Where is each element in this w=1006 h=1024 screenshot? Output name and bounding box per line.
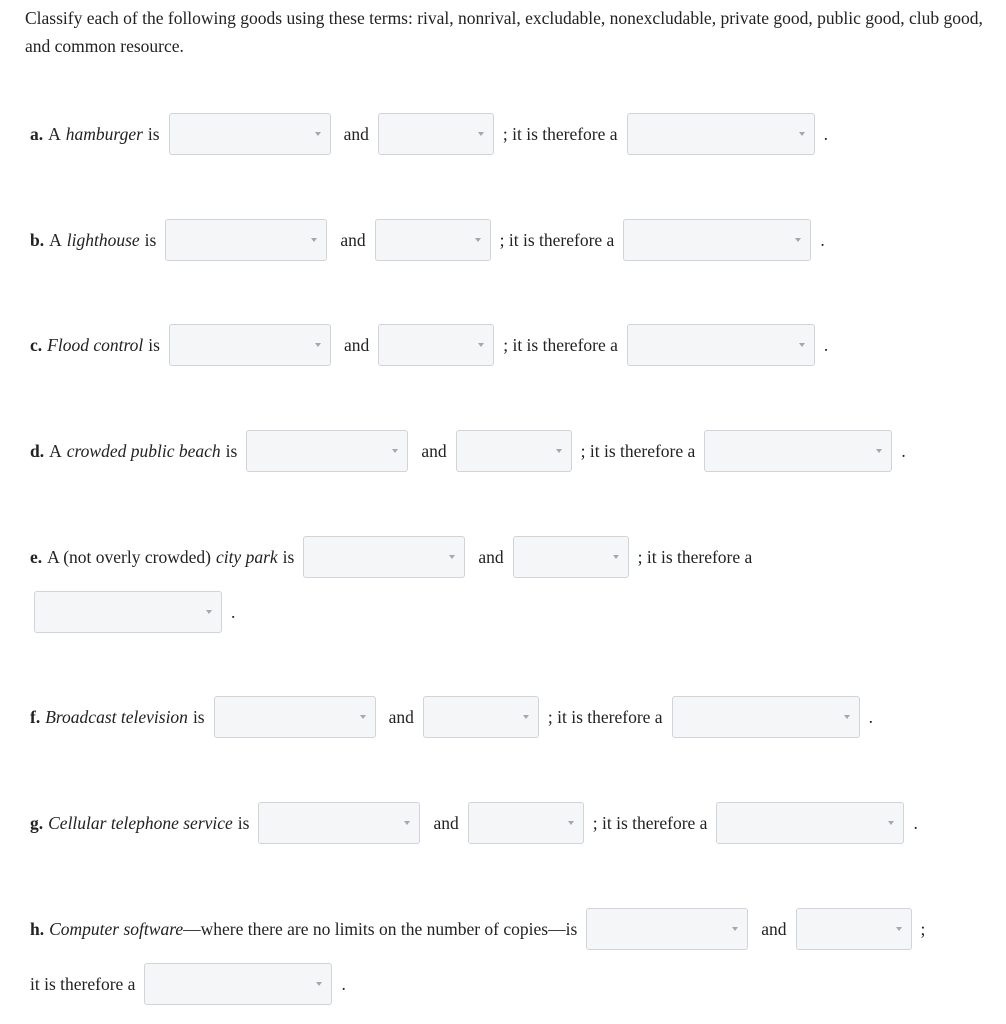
- question-prefix: A: [48, 123, 61, 144]
- rivalry-dropdown[interactable]: [586, 908, 748, 950]
- good-type-dropdown[interactable]: [672, 696, 860, 738]
- question-suffix: is: [225, 440, 238, 461]
- therefore-text: ; it is therefore a: [499, 229, 615, 250]
- chevron-down-icon: [206, 610, 212, 614]
- question-prefix: A (not overly crowded): [47, 546, 211, 567]
- chevron-down-icon: [799, 132, 805, 136]
- therefore-text: ; it is therefore a: [502, 123, 618, 144]
- excludability-dropdown[interactable]: [375, 219, 491, 261]
- and-text: and: [343, 123, 369, 144]
- chevron-down-icon: [896, 927, 902, 931]
- excludability-dropdown[interactable]: [468, 802, 584, 844]
- chevron-down-icon: [844, 715, 850, 719]
- good-type-dropdown[interactable]: [627, 113, 815, 155]
- good-type-dropdown[interactable]: [623, 219, 811, 261]
- therefore-text: it is therefore a: [30, 973, 136, 994]
- question-term: Computer software: [49, 918, 184, 939]
- question-term: crowded public beach: [66, 440, 221, 461]
- question-letter: c.: [30, 334, 43, 355]
- excludability-dropdown[interactable]: [378, 113, 494, 155]
- good-type-dropdown[interactable]: [144, 963, 332, 1005]
- chevron-down-icon: [556, 449, 562, 453]
- rivalry-dropdown[interactable]: [165, 219, 327, 261]
- chevron-down-icon: [613, 555, 619, 559]
- period-text: .: [820, 229, 825, 250]
- question-letter: d.: [30, 440, 45, 461]
- good-type-dropdown[interactable]: [716, 802, 904, 844]
- and-text: and: [340, 229, 366, 250]
- question-suffix: is: [148, 334, 160, 355]
- semicolon-text: ;: [920, 918, 926, 939]
- period-text: .: [823, 123, 828, 144]
- period-text: .: [823, 334, 829, 355]
- question-letter: f.: [30, 706, 41, 727]
- and-text: and: [388, 706, 414, 727]
- chevron-down-icon: [888, 821, 894, 825]
- rivalry-dropdown[interactable]: [246, 430, 408, 472]
- question-term: lighthouse: [66, 229, 140, 250]
- period-text: .: [868, 706, 873, 727]
- chevron-down-icon: [449, 555, 455, 559]
- chevron-down-icon: [392, 449, 398, 453]
- chevron-down-icon: [568, 821, 574, 825]
- chevron-down-icon: [799, 343, 805, 347]
- question-suffix: is: [147, 123, 160, 144]
- question-term: Broadcast television: [45, 706, 188, 727]
- therefore-text: ; it is therefore a: [547, 706, 663, 727]
- good-type-dropdown[interactable]: [34, 591, 222, 633]
- question-suffix: —where there are no limits on the number of copies—is: [183, 918, 578, 939]
- excludability-dropdown[interactable]: [378, 324, 494, 366]
- chevron-down-icon: [795, 238, 801, 242]
- question-letter: a.: [30, 123, 44, 144]
- instructions: Classify each of the following goods using these terms: rival, nonrival, excludable, nonexcludable, private good, public good, club good, and common resource.: [25, 8, 983, 56]
- good-type-dropdown[interactable]: [627, 324, 815, 366]
- question-term: city park: [215, 546, 278, 567]
- rivalry-dropdown[interactable]: [214, 696, 376, 738]
- chevron-down-icon: [311, 238, 317, 242]
- rivalry-dropdown[interactable]: [303, 536, 465, 578]
- question-term: Flood control: [47, 334, 144, 355]
- question-suffix: is: [237, 812, 250, 833]
- excludability-dropdown[interactable]: [456, 430, 572, 472]
- chevron-down-icon: [404, 821, 410, 825]
- period-text: .: [901, 440, 906, 461]
- rivalry-dropdown[interactable]: [169, 113, 331, 155]
- chevron-down-icon: [360, 715, 366, 719]
- question-letter: b.: [30, 229, 45, 250]
- therefore-text: ; it is therefore a: [592, 812, 708, 833]
- and-text: and: [343, 334, 370, 355]
- and-text: and: [421, 440, 447, 461]
- excludability-dropdown[interactable]: [796, 908, 912, 950]
- period-text: .: [913, 812, 918, 833]
- chevron-down-icon: [475, 238, 481, 242]
- question-suffix: is: [282, 546, 295, 567]
- question-letter: h.: [30, 918, 45, 939]
- chevron-down-icon: [315, 343, 321, 347]
- and-text: and: [761, 918, 787, 939]
- excludability-dropdown[interactable]: [513, 536, 629, 578]
- question-term: hamburger: [65, 123, 143, 144]
- question-letter: g.: [30, 812, 44, 833]
- question-term: Cellular telephone service: [48, 812, 233, 833]
- and-text: and: [478, 546, 504, 567]
- rivalry-dropdown[interactable]: [258, 802, 420, 844]
- and-text: and: [433, 812, 459, 833]
- question-suffix: is: [144, 229, 157, 250]
- chevron-down-icon: [732, 927, 738, 931]
- therefore-text: ; it is therefore a: [503, 334, 618, 355]
- question-prefix: A: [49, 440, 62, 461]
- chevron-down-icon: [478, 132, 484, 136]
- therefore-text: ; it is therefore a: [637, 546, 753, 567]
- period-text: .: [341, 973, 346, 994]
- excludability-dropdown[interactable]: [423, 696, 539, 738]
- chevron-down-icon: [316, 982, 322, 986]
- chevron-down-icon: [478, 343, 484, 347]
- rivalry-dropdown[interactable]: [169, 324, 331, 366]
- question-letter: e.: [30, 546, 43, 567]
- chevron-down-icon: [315, 132, 321, 136]
- question-suffix: is: [192, 706, 205, 727]
- therefore-text: ; it is therefore a: [580, 440, 696, 461]
- question-prefix: A: [49, 229, 62, 250]
- chevron-down-icon: [523, 715, 529, 719]
- period-text: .: [231, 601, 236, 622]
- chevron-down-icon: [876, 449, 882, 453]
- good-type-dropdown[interactable]: [704, 430, 892, 472]
